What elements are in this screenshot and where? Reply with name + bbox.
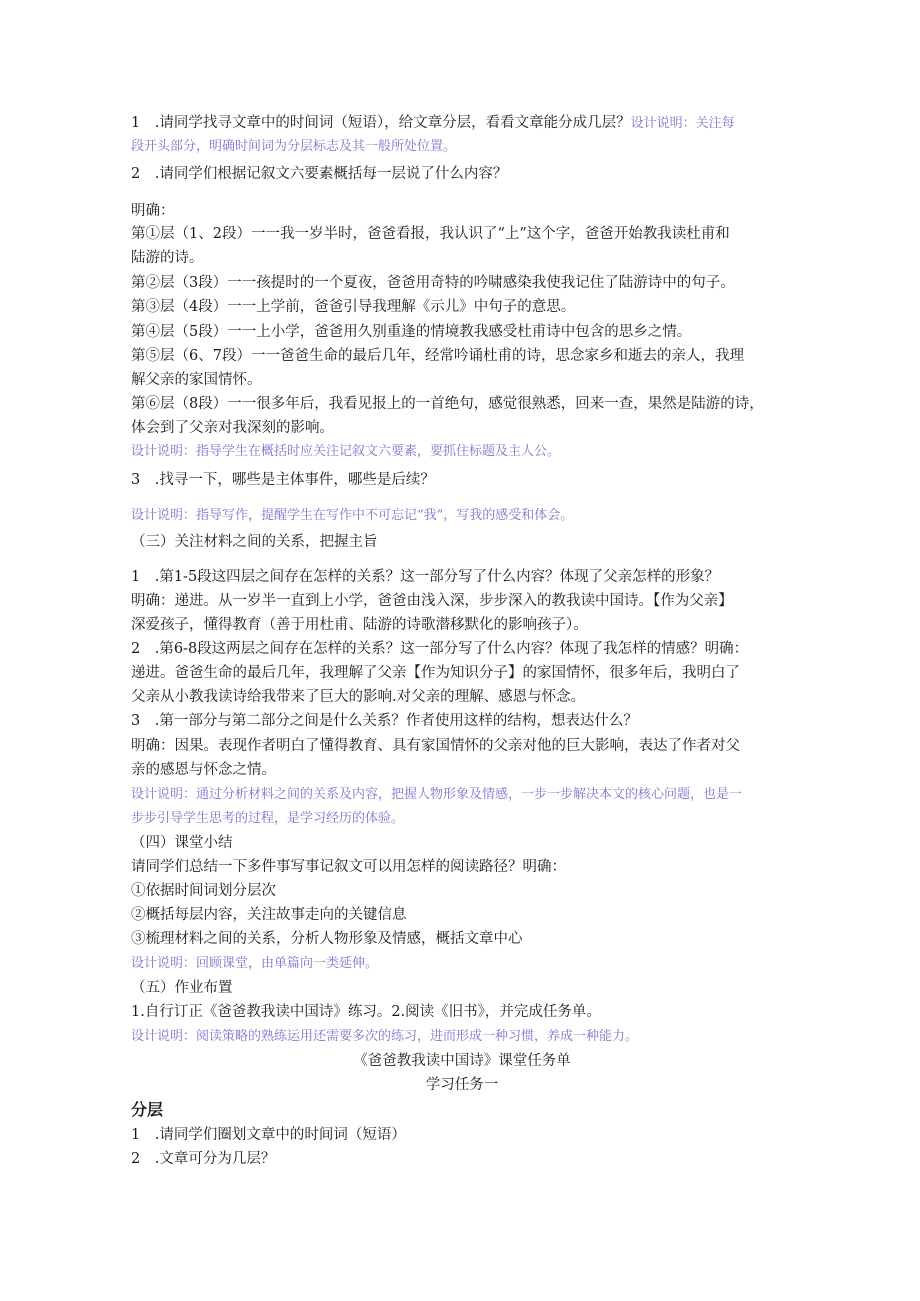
section-3-a1-cont: 深爱孩子，懂得教育（善于用杜甫、陆游的诗歌潜移默化的影响孩子）。 [131, 617, 588, 633]
section-3-heading: （三）关注材料之间的关系，把握主旨 [131, 534, 378, 550]
task-q1: 1 .请同学们圈划文章中的时间词（短语） [131, 1127, 406, 1143]
homework: 1.自行订正《爸爸教我读中国诗》练习。2.阅读《旧书》，并完成任务单。 [131, 1004, 601, 1020]
task-one-title: 学习任务一 [425, 1077, 499, 1093]
design-note-4a: 设计说明：通过分析材料之间的关系及内容，把握人物形象及情感，一步一步解决本文的核心问题，也是一 [131, 787, 743, 802]
answer-label: 明确： [131, 203, 175, 219]
layer-4: 第④层（5段）一一上小学，爸爸用久别重逢的情境教我感受杜甫诗中包含的思乡之情。 [131, 324, 692, 340]
section-3-q2: 2 .第6-8段这两层之间存在怎样的关系？这一部分写了什么内容？体现了我怎样的情感？明确： [131, 641, 749, 657]
design-note-1a: 设计说明：关注每 [630, 116, 735, 131]
layer-5-cont: 解父亲的家国情怀。 [131, 372, 262, 388]
layer-6-cont: 体会到了父亲对我深刻的影响。 [131, 420, 334, 436]
design-note-1b: 段开头部分，明确时间词为分层标志及其一般所处位置。 [131, 139, 457, 154]
layer-5: 第⑤层（6、7段）一一爸爸生命的最后几年，经常吟诵杜甫的诗，思念家乡和逝去的亲人，我理 [131, 348, 744, 364]
question-2: 2 .请同学们根据记叙文六要素概括每一层说了什么内容？ [131, 166, 508, 182]
section-3-a2: 递进。爸爸生命的最后几年，我理解了父亲【作为知识分子】的家国情怀，很多年后，我明白了 [131, 665, 740, 681]
section-3-a1: 明确：递进。从一岁半一直到上小学，爸爸由浅入深，步步深入的教我读中国诗。【作为父亲】 [131, 593, 733, 609]
layer-3: 第③层（4段）一一上学前，爸爸引导我理解《示儿》中句子的意思。 [131, 299, 576, 315]
section-3-q3: 3 .第一部分与第二部分之间是什么关系？作者使用这样的结构，想表达什么？ [131, 713, 638, 729]
section-3-a3-cont: 亲的感恩与怀念之情。 [131, 762, 276, 778]
summary-step-1: ①依据时间词划分层次 [131, 883, 276, 899]
layer-1: 第①层（1、2段）一一我一岁半时，爸爸看报，我认识了“上”这个字，爸爸开始教我读杜甫和 [131, 226, 730, 242]
worksheet-title: 《爸爸教我读中国诗》课堂任务单 [353, 1053, 571, 1069]
task-q2: 2 .文章可分为几层？ [131, 1151, 276, 1167]
section-3-q1: 1 .第1-5段这四层之间存在怎样的关系？这一部分写了什么内容？体现了父亲怎样的形象？ [131, 569, 720, 585]
design-note-5: 设计说明：回顾课堂，由单篇向一类延伸。 [131, 956, 379, 971]
section-3-a3: 明确：因果。表现作者明白了懂得教育、具有家国情怀的父亲对他的巨大影响，表达了作者对父 [131, 738, 740, 754]
question-1-text: 1 .请同学找寻文章中的时间词（短语），给文章分层，看看文章能分成几层？ [131, 115, 631, 131]
section-3-a2-cont: 父亲从小教我读诗给我带来了巨大的影响.对父亲的理解、感恩与怀念。 [131, 689, 586, 705]
section-5-heading: （五）作业布置 [131, 980, 233, 996]
summary-step-3: ③梳理材料之间的关系，分析人物形象及情感，概括文章中心 [131, 931, 523, 947]
layer-6: 第⑥层（8段）一一很多年后，我看见报上的一首绝句，感觉很熟悉，回来一查，果然是陆游的诗， [131, 396, 764, 412]
design-note-6: 设计说明：阅读策略的熟练运用还需要多次的练习，进而形成一种习惯，养成一种能力。 [131, 1029, 639, 1044]
layering-heading: 分层 [131, 1100, 164, 1119]
layer-1-cont: 陆游的诗。 [131, 250, 204, 266]
question-1 [131, 113, 735, 134]
design-note-4b: 步步引导学生思考的过程，是学习经历的体验。 [131, 811, 405, 826]
layer-2: 第②层（3段）一一孩提时的一个夏夜，爸爸用奇特的吟啸感染我使我记住了陆游诗中的句子。 [131, 275, 735, 291]
summary-step-2: ②概括每层内容，关注故事走向的关键信息 [131, 907, 407, 923]
design-note-3: 设计说明：指导写作，提醒学生在写作中不可忘记“我”，写我的感受和体会。 [131, 508, 574, 523]
question-3: 3 .找寻一下，哪些是主体事件，哪些是后续？ [131, 472, 435, 488]
section-4-heading: （四）课堂小结 [131, 835, 233, 851]
design-note-2: 设计说明：指导学生在概括时应关注记叙文六要素，要抓住标题及主人公。 [131, 444, 561, 459]
summary-question: 请同学们总结一下多件事写事记叙文可以用怎样的阅读路径？明确： [131, 859, 566, 875]
